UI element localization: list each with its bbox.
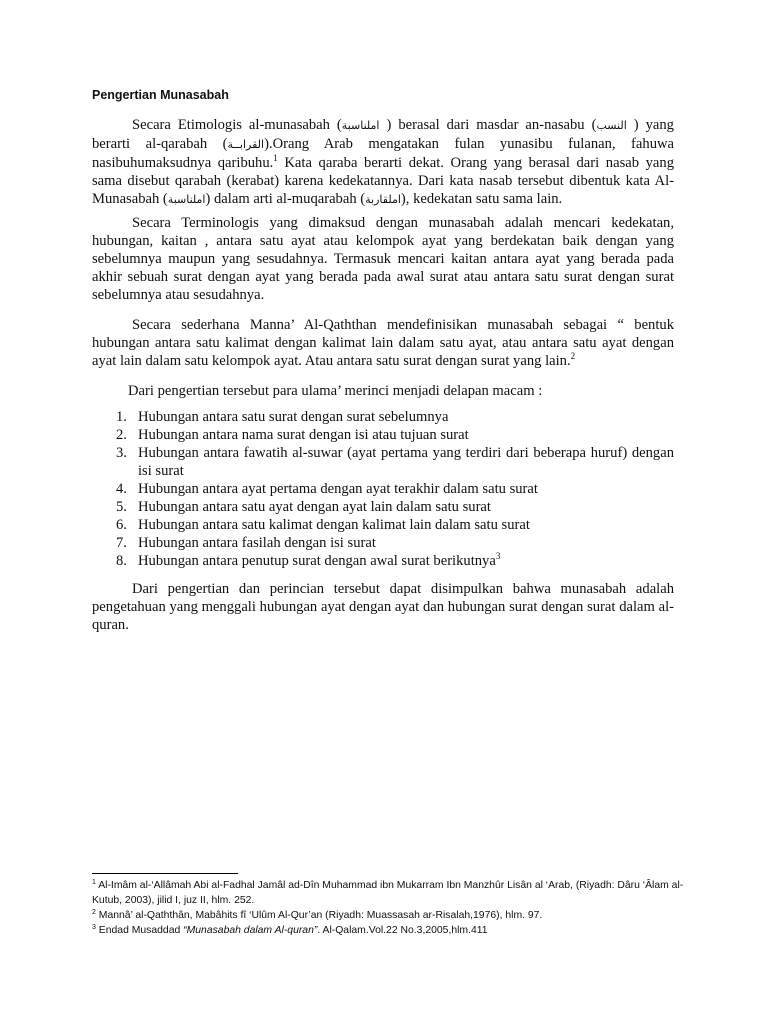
list-item	[92, 480, 674, 498]
list-item	[92, 552, 674, 570]
footnote-italic-title: “Munasabah dalam Al-quran”	[183, 925, 318, 936]
list-item	[92, 444, 674, 480]
paragraph-etymology	[92, 116, 674, 209]
list-number: 4.	[116, 481, 127, 497]
list-text: Hubungan antara satu kalimat dengan kalimat lain dalam satu surat	[138, 517, 530, 533]
paragraph-intro-list	[92, 382, 674, 400]
list-item	[92, 498, 674, 516]
footnote-text: . Al-Qalam.Vol.22 No.3,2005,hlm.411	[317, 925, 488, 936]
footnote-text: Endad Musaddad	[98, 925, 184, 936]
list-number: 2.	[116, 427, 127, 443]
munasabah-types-list	[92, 408, 674, 570]
footnote-text: Al-Imâm al-‘Allâmah Abi al-Fadhal Jamâl ad-Dîn Muhammad ibn Mukarram Ibn Manzhûr Lisân al ‘Arab, (Riyadh: Dâru ‘Âlam al-Kutub, 2003), jilid I, juz II, hlm. 252.	[92, 880, 684, 906]
list-text: Hubungan antara satu surat dengan surat sebelumnya	[138, 409, 449, 425]
list-text: Hubungan antara fasilah dengan isi surat	[138, 535, 376, 551]
paragraph-definition	[92, 316, 674, 370]
footnote-number: 1	[92, 879, 96, 886]
para1-text: ), kedekatan satu sama lain.	[400, 191, 563, 207]
arabic-term: املناسبة	[341, 119, 380, 132]
list-text: Hubungan antara satu ayat dengan ayat lain dalam satu surat	[138, 499, 491, 515]
list-text: Hubungan antara ayat pertama dengan ayat terakhir dalam satu surat	[138, 481, 538, 497]
para5-text: Dari pengertian dan perincian tersebut dapat disimpulkan bahwa munasabah adalah pengetahuan yang menggali hubungan ayat dengan ayat dan hubungan surat dengan surat dalam al-quran.	[92, 581, 674, 633]
footnote-number: 2	[92, 909, 96, 916]
section-heading: Pengertian Munasabah	[92, 88, 229, 102]
paragraph-conclusion	[92, 580, 674, 634]
footnote-ref[interactable]: 2	[570, 351, 576, 361]
para1-text: ).Orang Arab mengatakan fulan yunasibu fulanan, fahuwa nasibuhumaksudnya qaribuhu.	[92, 136, 675, 171]
footnote-2	[92, 908, 692, 923]
arabic-term: القرابــة	[227, 138, 265, 151]
para1-text: Kata qaraba berarti dekat. Orang yang berasal dari nasab yang sama disebut qarabah (kerabat) karena kedekatannya. Dari kata nasab tersebut dibentuk kata Al-Munasabah (	[92, 155, 674, 207]
footnote-1	[92, 878, 692, 908]
list-item	[92, 408, 674, 426]
footnote-ref[interactable]: 3	[495, 551, 501, 561]
list-number: 7.	[116, 535, 127, 551]
arabic-term: املقاربة	[365, 193, 401, 206]
footnote-text: Mannâ’ al-Qaththân, Mabâhits fî ‘Ulûm Al-Qur’an (Riyadh: Muassasah ar-Risalah,1976), hlm. 97.	[98, 910, 543, 921]
list-number: 6.	[116, 517, 127, 533]
para2-text: Secara Terminologis yang dimaksud dengan munasabah adalah mencari kedekatan, hubungan, kaitan , antara satu ayat atau kelompok ayat yang berdekatan baik dengan yang sebelumnya maupun yang sesudahnya. Termasuk mencari kaitan antara ayat yang berada pada akhir sebuah surat dengan ayat yang berada pada awal surat atau antara satu surat dengan surat sebelumnya atau sesudahnya.	[92, 215, 674, 303]
list-text: Hubungan antara nama surat dengan isi atau tujuan surat	[138, 427, 469, 443]
list-number: 1.	[116, 409, 127, 425]
footnote-ref[interactable]: 1	[273, 153, 278, 163]
para1-text: ) dalam arti al-muqarabah (	[205, 191, 366, 207]
footnotes	[92, 878, 692, 938]
list-number: 3.	[116, 445, 127, 461]
list-item	[92, 534, 674, 552]
para3-text: Secara sederhana Manna’ Al-Qaththan mendefinisikan munasabah sebagai “ bentuk hubungan antara satu kalimat dengan kalimat lain dalam satu ayat, atau antara satu ayat dengan ayat lain dalam satu kelompok ayat. Atau antara satu surat dengan surat yang lain.	[92, 317, 674, 369]
list-text: Hubungan antara fawatih al-suwar (ayat pertama yang terdiri dari beberapa huruf) dengan isi surat	[138, 445, 674, 479]
paragraph-terminology	[92, 214, 674, 304]
list-item	[92, 426, 674, 444]
list-text: Hubungan antara penutup surat dengan awal surat berikutnya	[138, 553, 496, 569]
list-item	[92, 516, 674, 534]
list-number: 8.	[116, 553, 127, 569]
list-number: 5.	[116, 499, 127, 515]
para1-text: Secara Etimologis al-munasabah (	[132, 117, 342, 133]
footnote-3	[92, 923, 692, 938]
footnote-separator	[92, 873, 238, 874]
para1-text: ) berasal dari masdar an-nasabu (	[379, 117, 597, 133]
arabic-term: النسب	[596, 119, 627, 132]
footnote-number: 3	[92, 924, 96, 931]
para4-text: Dari pengertian tersebut para ulama’ merinci menjadi delapan macam :	[128, 383, 543, 399]
arabic-term: املناسبة	[167, 193, 206, 206]
para1-text: ) yang berarti al-qarabah (	[92, 117, 674, 152]
